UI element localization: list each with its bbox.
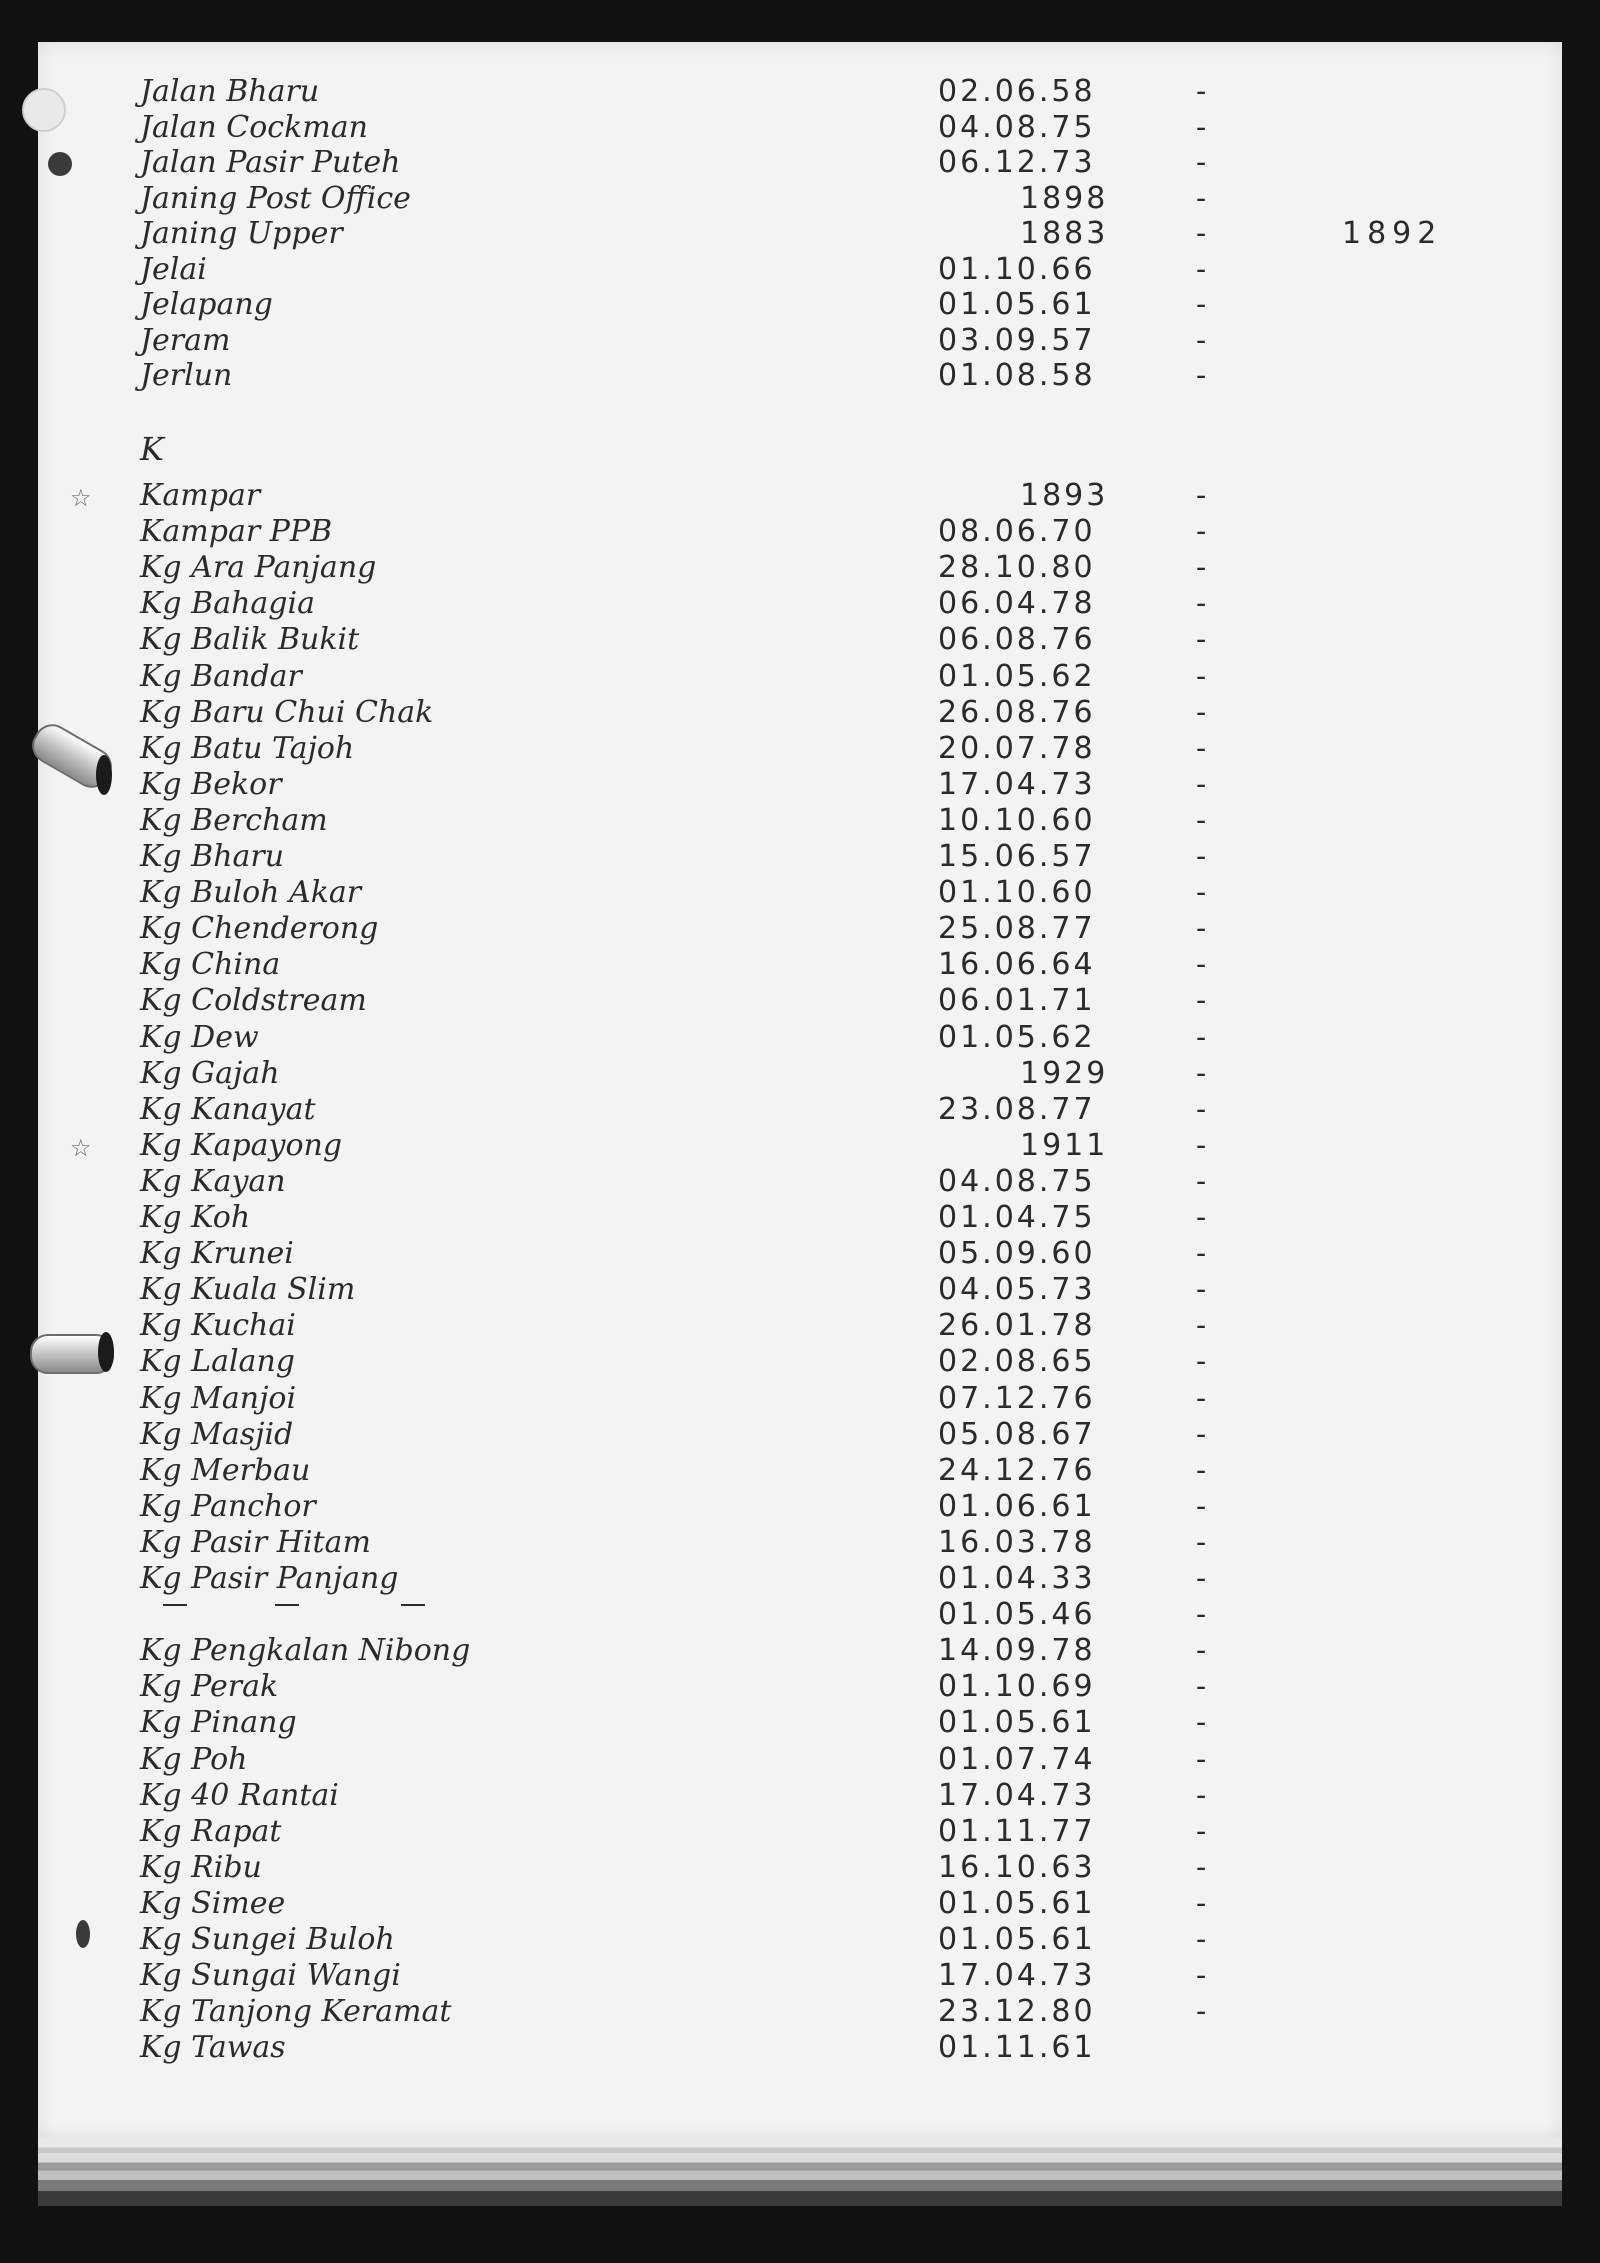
- entry-date: 01.05.61: [938, 1885, 1096, 1921]
- entry-dash: -: [1196, 983, 1207, 1019]
- entry-name: Kg Coldstream: [140, 983, 367, 1019]
- entry-dash: -: [1196, 658, 1207, 694]
- entry-dash: -: [1196, 1994, 1207, 2030]
- list-item: [0, 216, 1560, 252]
- list-item: [0, 74, 1560, 110]
- entry-dash: -: [1196, 1127, 1207, 1163]
- entry-dash: -: [1196, 109, 1207, 145]
- entry-dash: -: [1196, 550, 1207, 586]
- list-item: [0, 983, 1560, 1019]
- entry-dash: -: [1196, 802, 1207, 838]
- entry-date: 04.05.73: [938, 1272, 1096, 1308]
- entry-dash: -: [1196, 1272, 1207, 1308]
- entry-dash: -: [1196, 1885, 1207, 1921]
- entry-date: 01.04.75: [938, 1200, 1096, 1235]
- entry-dash: -: [1196, 1705, 1207, 1741]
- list-item: [0, 731, 1560, 767]
- list-item: [0, 586, 1560, 622]
- entry-date: 01.05.62: [938, 1019, 1096, 1055]
- margin-star-mark: ☆: [70, 1133, 92, 1162]
- entry-name: Kampar: [140, 478, 261, 513]
- entry-name: Kg Bekor: [140, 766, 282, 802]
- entry-date: 01.06.61: [938, 1488, 1096, 1524]
- list-item: [0, 1525, 1560, 1561]
- entry-name: Kg Merbau: [140, 1452, 311, 1488]
- entry-dash: -: [1196, 1200, 1207, 1235]
- entry-dash: -: [1196, 1669, 1207, 1705]
- entry-date: 1911: [1020, 1127, 1109, 1163]
- entry-dash: -: [1196, 1055, 1207, 1091]
- entry-date: 06.01.71: [938, 983, 1096, 1019]
- list-item: [0, 1850, 1560, 1886]
- entry-date: 04.08.75: [938, 1163, 1096, 1199]
- list-item: [0, 1633, 1560, 1669]
- section-heading-k: K: [140, 430, 164, 468]
- entry-dash: -: [1196, 1633, 1207, 1669]
- entry-date: 01.10.66: [938, 251, 1096, 287]
- entry-date: 16.06.64: [938, 947, 1096, 983]
- entry-name: Kg Manjoi: [140, 1380, 297, 1416]
- entry-date: 01.10.60: [938, 875, 1096, 911]
- entry-date: 1893: [1020, 478, 1109, 513]
- entry-dash: -: [1196, 1777, 1207, 1813]
- entry-dash: -: [1196, 251, 1207, 287]
- entry-dash: -: [1196, 839, 1207, 874]
- entry-date: 20.07.78: [938, 730, 1096, 766]
- entry-date: 1883: [1020, 216, 1109, 251]
- list-item: [0, 1056, 1560, 1092]
- entry-dash: -: [1196, 1416, 1207, 1452]
- entry-name: Kg Sungai Wangi: [140, 1958, 401, 1994]
- entry-date: 16.03.78: [938, 1524, 1096, 1560]
- ditto-marks: [155, 1594, 455, 1614]
- entry-dash: -: [1196, 622, 1207, 658]
- list-item: [0, 110, 1560, 146]
- list-item: [0, 252, 1560, 288]
- entry-date: 08.06.70: [938, 514, 1096, 550]
- entry-name: Kg Bercham: [140, 802, 328, 838]
- entry-dash: -: [1196, 180, 1207, 216]
- entry-dash: -: [1196, 730, 1207, 766]
- entry-name: Kg Balik Bukit: [140, 622, 360, 658]
- entry-date: 05.09.60: [938, 1236, 1096, 1272]
- entry-dash: -: [1196, 478, 1207, 513]
- entry-name: Kg Bharu: [140, 839, 285, 874]
- entry-date: 26.08.76: [938, 694, 1096, 730]
- list-item: [0, 2030, 1560, 2066]
- entry-date: 25.08.77: [938, 911, 1096, 947]
- entry-date: 01.11.61: [938, 2030, 1096, 2066]
- list-item: [0, 1128, 1560, 1164]
- list-item: [0, 1814, 1560, 1850]
- entry-name: Kg Kayan: [140, 1163, 286, 1199]
- entry-date: 28.10.80: [938, 550, 1096, 586]
- entry-date: 01.05.61: [938, 287, 1096, 322]
- entry-dash: -: [1196, 766, 1207, 802]
- entry-date: 01.04.33: [938, 1561, 1096, 1596]
- entry-name: Kg Ara Panjang: [140, 550, 377, 586]
- list-item: [0, 1164, 1560, 1200]
- entry-date: 04.08.75: [938, 109, 1096, 145]
- list-item: [0, 1453, 1560, 1489]
- list-item: [0, 1272, 1560, 1308]
- entry-dash: -: [1196, 1741, 1207, 1777]
- entry-dash: -: [1196, 1813, 1207, 1849]
- entry-dash: -: [1196, 1922, 1207, 1957]
- entry-name: Kg Pasir Hitam: [140, 1524, 371, 1560]
- entry-dash: -: [1196, 1308, 1207, 1344]
- entry-date: 1898: [1020, 180, 1109, 216]
- entry-name: Kg Bahagia: [140, 586, 315, 622]
- list-item: [0, 1958, 1560, 1994]
- entry-extra-year: 1892: [1342, 216, 1443, 251]
- entry-name: Kg Simee: [140, 1885, 286, 1921]
- list-item: [0, 911, 1560, 947]
- entry-date: 15.06.57: [938, 839, 1096, 874]
- entry-dash: -: [1196, 1597, 1207, 1633]
- entry-name: Jalan Bharu: [140, 74, 320, 109]
- entry-date: 02.08.65: [938, 1344, 1096, 1380]
- entry-name: Kg Kapayong: [140, 1127, 343, 1163]
- entry-date: 10.10.60: [938, 802, 1096, 838]
- entry-name: Jalan Cockman: [140, 109, 368, 145]
- entry-dash: -: [1196, 145, 1207, 180]
- list-item: [0, 659, 1560, 695]
- entry-date: 01.05.61: [938, 1705, 1096, 1741]
- entry-name: Kg Poh: [140, 1741, 248, 1777]
- entry-dash: -: [1196, 875, 1207, 911]
- list-item: [0, 1092, 1560, 1128]
- entry-dash: -: [1196, 1236, 1207, 1272]
- entry-name: Kg Baru Chui Chak: [140, 694, 434, 730]
- entry-dash: -: [1196, 1452, 1207, 1488]
- entry-dash: -: [1196, 358, 1207, 393]
- entry-name: Jeram: [140, 322, 231, 358]
- entry-name: Kg Kuala Slim: [140, 1272, 356, 1308]
- entry-name: Kg Sungei Buloh: [140, 1922, 395, 1957]
- list-item: [0, 839, 1560, 875]
- list-item: [0, 1669, 1560, 1705]
- entry-dash: -: [1196, 947, 1207, 983]
- entry-dash: -: [1196, 1958, 1207, 1994]
- entry-date: 01.08.58: [938, 358, 1096, 393]
- entry-dash: -: [1196, 514, 1207, 550]
- list-item: [0, 287, 1560, 323]
- entry-name: Kg Bandar: [140, 658, 302, 694]
- entry-date: 24.12.76: [938, 1452, 1096, 1488]
- entry-name: Kg Perak: [140, 1669, 279, 1705]
- entry-date: 06.12.73: [938, 145, 1096, 180]
- list-item: [0, 803, 1560, 839]
- entry-name: Janing Upper: [140, 216, 343, 251]
- list-item: [0, 1561, 1560, 1597]
- entry-name: Kg Batu Tajoh: [140, 730, 355, 766]
- entry-dash: -: [1196, 216, 1207, 251]
- entry-name: Kg 40 Rantai: [140, 1777, 339, 1813]
- list-item: [0, 622, 1560, 658]
- entry-name: Jelapang: [140, 287, 273, 322]
- list-item: [0, 1489, 1560, 1525]
- entry-dash: -: [1196, 1849, 1207, 1885]
- entry-date: 01.05.61: [938, 1922, 1096, 1957]
- entry-dash: -: [1196, 911, 1207, 947]
- entry-dash: -: [1196, 1019, 1207, 1055]
- list-item: [0, 1308, 1560, 1344]
- list-item: [0, 145, 1560, 181]
- list-item: [0, 1742, 1560, 1778]
- list-item: [0, 767, 1560, 803]
- entry-dash: -: [1196, 1380, 1207, 1416]
- entry-name: Jalan Pasir Puteh: [140, 145, 401, 180]
- list-item: [0, 947, 1560, 983]
- entry-name: Kampar PPB: [140, 514, 333, 550]
- entry-name: Jerlun: [140, 358, 233, 393]
- entry-date: 07.12.76: [938, 1380, 1096, 1416]
- entry-date: 1929: [1020, 1055, 1109, 1091]
- entry-name: Kg Krunei: [140, 1236, 294, 1272]
- entry-date: 05.08.67: [938, 1416, 1096, 1452]
- list-item: [0, 1778, 1560, 1814]
- entry-dash: -: [1196, 287, 1207, 322]
- entry-name: Kg Panchor: [140, 1488, 316, 1524]
- entry-dash: -: [1196, 1561, 1207, 1596]
- entry-name: Kg Masjid: [140, 1416, 294, 1452]
- entry-dash: -: [1196, 1091, 1207, 1127]
- entry-name: Kg Tawas: [140, 2030, 286, 2066]
- list-item: [0, 1922, 1560, 1958]
- entry-name: Janing Post Office: [140, 180, 411, 216]
- entry-name: Kg Pinang: [140, 1705, 297, 1741]
- entry-dash: -: [1196, 74, 1207, 109]
- entry-date: 06.04.78: [938, 586, 1096, 622]
- list-item: [0, 1886, 1560, 1922]
- list-item: [0, 550, 1560, 586]
- entry-name: Kg Tanjong Keramat: [140, 1994, 452, 2030]
- list-item: [0, 1020, 1560, 1056]
- entry-name: Kg Koh: [140, 1200, 251, 1235]
- entry-name: Kg Rapat: [140, 1813, 282, 1849]
- entry-dash: -: [1196, 1524, 1207, 1560]
- entry-date: 01.05.62: [938, 658, 1096, 694]
- entry-name: Kg Gajah: [140, 1055, 280, 1091]
- entry-dash: -: [1196, 322, 1207, 358]
- entry-date: 01.11.77: [938, 1813, 1096, 1849]
- list-item: [0, 1994, 1560, 2030]
- entry-date: 01.05.46: [938, 1597, 1096, 1633]
- entry-name: Kg China: [140, 947, 281, 983]
- list-item: [0, 1705, 1560, 1741]
- entry-name: Kg Kanayat: [140, 1091, 316, 1127]
- entry-dash: -: [1196, 1488, 1207, 1524]
- entry-name: Kg Chenderong: [140, 911, 379, 947]
- list-item: [0, 1236, 1560, 1272]
- entry-date: 26.01.78: [938, 1308, 1096, 1344]
- entry-date: 02.06.58: [938, 74, 1096, 109]
- entry-dash: -: [1196, 586, 1207, 622]
- list-item: [0, 695, 1560, 731]
- entry-date: 03.09.57: [938, 322, 1096, 358]
- entry-name: Kg Pasir Panjang: [140, 1561, 399, 1596]
- entry-date: 06.08.76: [938, 622, 1096, 658]
- entry-name: Jelai: [140, 251, 207, 287]
- entry-name: Kg Kuchai: [140, 1308, 296, 1344]
- entry-name: Kg Ribu: [140, 1849, 262, 1885]
- entry-name: Kg Pengkalan Nibong: [140, 1633, 471, 1669]
- entry-date: 14.09.78: [938, 1633, 1096, 1669]
- entry-date: 23.08.77: [938, 1091, 1096, 1127]
- entry-name: Kg Dew: [140, 1019, 259, 1055]
- entry-date: 23.12.80: [938, 1994, 1096, 2030]
- list-item: [0, 514, 1560, 550]
- entry-dash: -: [1196, 694, 1207, 730]
- entry-dash: -: [1196, 1344, 1207, 1380]
- entry-date: 01.10.69: [938, 1669, 1096, 1705]
- list-item: [0, 1381, 1560, 1417]
- page-stack-edge: [38, 2138, 1562, 2206]
- list-item: [0, 1344, 1560, 1380]
- entry-name: Kg Buloh Akar: [140, 875, 362, 911]
- list-item: [0, 1417, 1560, 1453]
- margin-star-mark: ☆: [70, 484, 92, 512]
- list-item: [0, 358, 1560, 394]
- entry-date: 16.10.63: [938, 1849, 1096, 1885]
- entry-name: Kg Lalang: [140, 1344, 295, 1380]
- list-item: [0, 1200, 1560, 1236]
- list-item: [0, 181, 1560, 217]
- list-item: [0, 875, 1560, 911]
- entry-date: 17.04.73: [938, 1958, 1096, 1994]
- list-item: [0, 323, 1560, 359]
- entry-dash: -: [1196, 1163, 1207, 1199]
- list-item: [0, 478, 1560, 514]
- entry-date: 01.07.74: [938, 1741, 1096, 1777]
- entry-date: 17.04.73: [938, 1777, 1096, 1813]
- entry-date: 17.04.73: [938, 766, 1096, 802]
